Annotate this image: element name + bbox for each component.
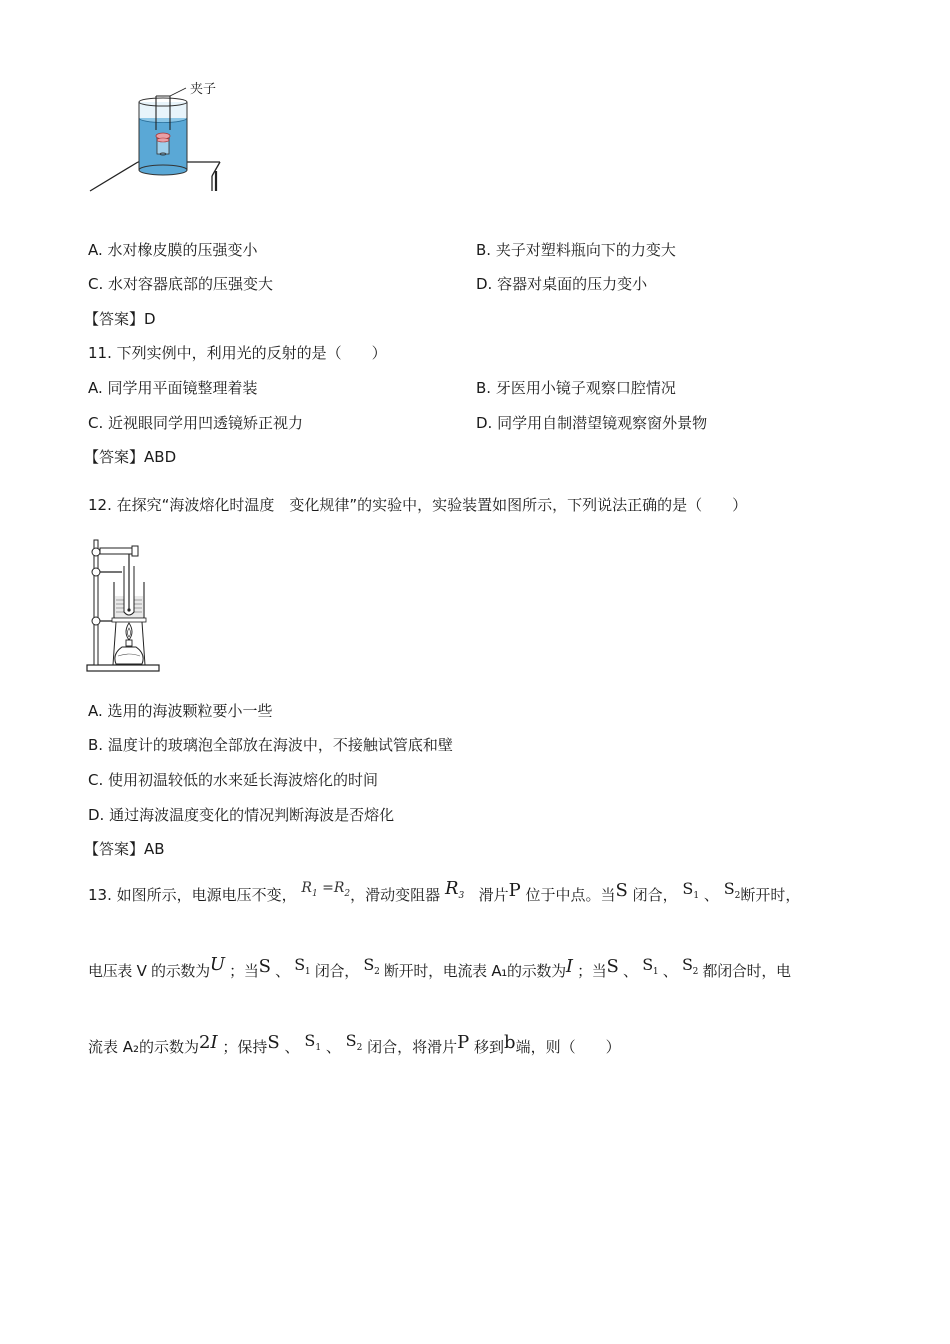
math-s2 — [345, 1031, 363, 1053]
math-sub: 2 — [734, 891, 741, 901]
answer-value: D — [144, 310, 156, 328]
math-i: I — [565, 956, 573, 977]
q13-text: 断开时， — [740, 886, 801, 904]
math-two: 2 — [199, 1032, 211, 1053]
math-sub: 1 — [311, 889, 318, 899]
q13-text: ；保持 — [222, 1038, 268, 1056]
math-s2 — [681, 955, 699, 977]
math-s1 — [304, 1031, 322, 1053]
math-r: R — [301, 880, 312, 896]
math-sub: 2 — [374, 967, 380, 977]
q13-text: 、 — [662, 962, 678, 980]
q13-text: 、 — [703, 886, 719, 904]
math-s2 — [723, 879, 741, 901]
q11-option-c: C. 近视眼同学用凹透镜矫正视力 — [88, 414, 304, 432]
q11-option-a: A. 同学用平面镜整理着装 — [88, 379, 258, 397]
math-s: S — [345, 1031, 357, 1050]
math-i: I — [210, 1032, 218, 1053]
math-r1-eq-r2 — [301, 880, 351, 899]
math-s: S — [363, 955, 375, 974]
math-s1 — [294, 955, 311, 977]
math-p: P — [457, 1032, 470, 1053]
q13-line-1 — [88, 880, 800, 917]
q13-text: 都闭合时，电 — [702, 962, 791, 980]
math-s: S — [267, 1032, 280, 1053]
math-u: U — [209, 954, 225, 975]
math-eq: = — [322, 880, 334, 896]
q13-text: 闭合， — [632, 886, 678, 904]
q10-option-c: C. 水对容器底部的压强变大 — [88, 275, 274, 293]
answer-value: ABD — [144, 448, 177, 466]
math-s: S — [258, 956, 271, 977]
math-s: S — [294, 955, 305, 974]
melting-apparatus-figure — [86, 538, 162, 676]
q13-text: 位于中点。当 — [525, 886, 616, 904]
q13-line-3 — [88, 1032, 621, 1069]
q12-option-d: D. 通过海波温度变化的情况判断海波是否熔化 — [88, 806, 395, 824]
q13-text: 电压表 V 的示数为 — [88, 962, 210, 980]
q13-text: 滑片 — [478, 886, 509, 904]
math-r: R — [444, 878, 459, 899]
math-s: S — [723, 879, 735, 898]
q13-text: 、 — [325, 1038, 341, 1056]
math-sub: 1 — [304, 967, 311, 977]
math-p: P — [508, 880, 521, 901]
q10-option-d: D. 容器对桌面的压力变小 — [476, 275, 648, 293]
math-sub: 1 — [693, 891, 700, 901]
math-r: R — [333, 880, 345, 896]
math-2i — [199, 1032, 218, 1053]
math-sub: 2 — [692, 967, 699, 977]
q11-answer — [84, 447, 176, 467]
q13-text: 移到 — [474, 1038, 505, 1056]
math-s: S — [642, 955, 653, 974]
q13-text: 闭合，将滑片 — [367, 1038, 458, 1056]
math-s1 — [682, 879, 700, 901]
math-s: S — [304, 1031, 316, 1050]
math-sub: 2 — [356, 1043, 363, 1053]
q13-text: ；当 — [577, 962, 607, 980]
q13-text: 、 — [275, 962, 290, 980]
math-s1 — [642, 955, 659, 977]
q12-stem: 12. 在探究“海波熔化时温度 变化规律”的实验中，实验装置如图所示，下列说法正确的是（ ） — [88, 496, 748, 514]
q13-text: 断开时，电流表 A₁的示数为 — [383, 962, 566, 980]
q13-text: 端，则（ ） — [515, 1038, 621, 1056]
q13-line-2 — [88, 956, 791, 993]
answer-tag: 【答案】 — [84, 448, 145, 466]
q10-answer — [84, 309, 156, 329]
q13-text: ，滑动变阻器 — [350, 886, 441, 904]
q12-answer — [84, 839, 165, 859]
q11-option-d: D. 同学用自制潜望镜观察窗外景物 — [476, 414, 708, 432]
math-b: b — [504, 1032, 516, 1053]
math-s2 — [363, 955, 380, 977]
q11-stem: 11. 下列实例中，利用光的反射的是（ ） — [88, 344, 387, 362]
answer-tag: 【答案】 — [84, 840, 145, 858]
q13-text: 流表 A₂的示数为 — [88, 1038, 200, 1056]
figure-label-clamp: 夹子 — [190, 82, 217, 97]
q10-option-a: A. 水对橡皮膜的压强变小 — [88, 241, 258, 259]
q13-text: ；当 — [229, 962, 259, 980]
math-sub: 1 — [652, 967, 659, 977]
q12-option-a: A. 选用的海波颗粒要小一些 — [88, 702, 273, 720]
math-s: S — [681, 955, 693, 974]
math-sub: 1 — [315, 1043, 322, 1053]
q13-text: 、 — [284, 1038, 300, 1056]
answer-tag: 【答案】 — [84, 310, 145, 328]
q10-option-b: B. 夹子对塑料瓶向下的力变大 — [476, 241, 676, 259]
q12-option-b: B. 温度计的玻璃泡全部放在海波中，不接触试管底和壁 — [88, 736, 453, 754]
math-sub: 2 — [344, 889, 351, 899]
math-r3 — [445, 878, 464, 899]
q12-option-c: C. 使用初温较低的水来延长海波熔化的时间 — [88, 771, 379, 789]
q11-option-b: B. 牙医用小镜子观察口腔情况 — [476, 379, 676, 397]
math-s: S — [606, 956, 619, 977]
q13-text: 13. 如图所示，电源电压不变， — [88, 886, 297, 904]
math-s: S — [615, 880, 628, 901]
answer-value: AB — [144, 840, 165, 858]
math-s: S — [682, 879, 694, 898]
q13-text: 、 — [623, 962, 638, 980]
math-sub: 3 — [458, 891, 465, 901]
q13-text: 闭合， — [314, 962, 359, 980]
